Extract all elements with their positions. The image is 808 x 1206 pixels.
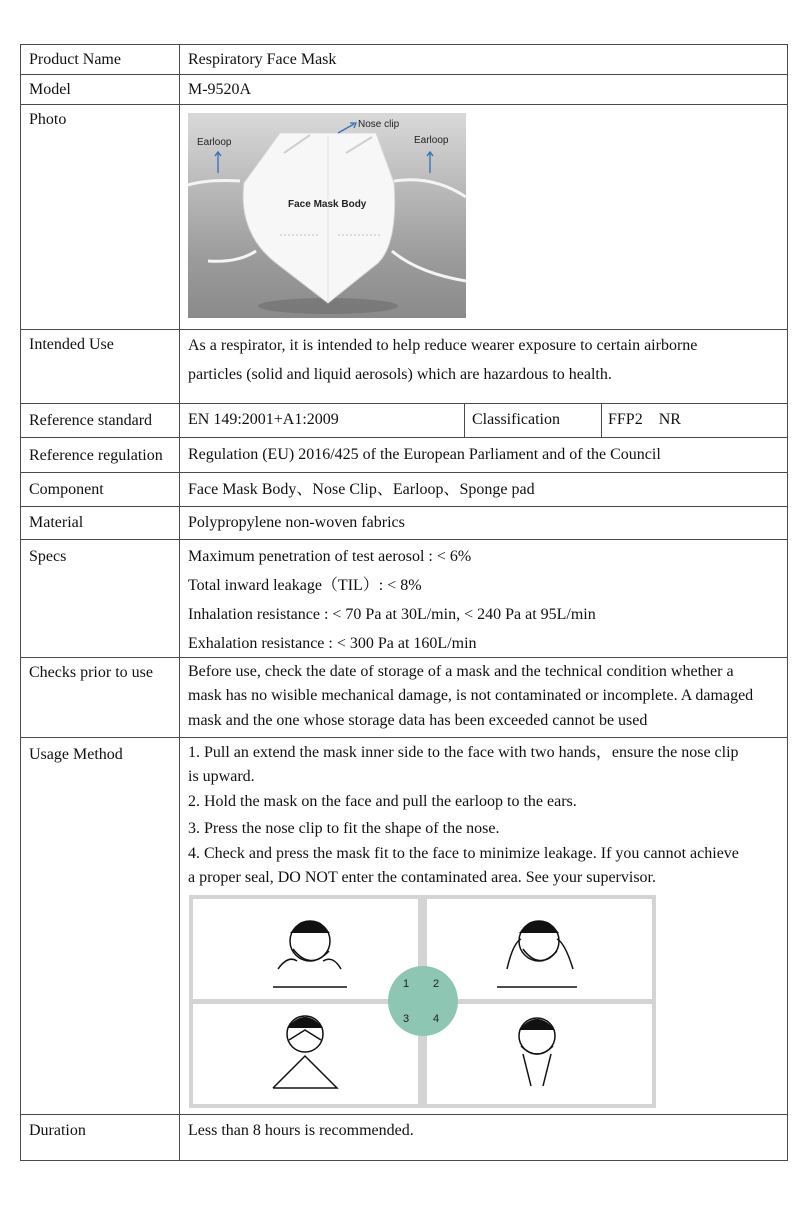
spec-line: Maximum penetration of test aerosol : < 6% <box>188 548 472 565</box>
callout-earloop-left: Earloop <box>197 137 232 148</box>
callout-nose-clip: Nose clip <box>358 119 400 130</box>
row-divider <box>20 737 788 738</box>
callout-face-mask-body: Face Mask Body <box>288 199 367 210</box>
person-pressing-nose-clip-icon <box>193 1004 418 1104</box>
reference-standard-value: EN 149:2001+A1:2009 <box>188 411 339 428</box>
classification-divider <box>464 403 465 438</box>
checks-line: Before use, check the date of storage of a mask and the technical condition whether a <box>188 663 734 680</box>
row-divider <box>20 539 788 540</box>
row-divider <box>20 657 788 658</box>
spec-line: Inhalation resistance : < 70 Pa at 30L/min, < 240 Pa at 95L/min <box>188 606 596 623</box>
usage-line: 3. Press the nose clip to fit the shape of the nose. <box>188 820 500 837</box>
reference-regulation-value: Regulation (EU) 2016/425 of the European Parliament and of the Council <box>188 446 661 463</box>
label-specs: Specs <box>29 548 67 565</box>
table-border-left <box>20 44 21 1161</box>
step-4-cell <box>427 1004 652 1104</box>
person-pulling-earloop-icon <box>427 899 652 999</box>
usage-line: a proper seal, DO NOT enter the contaminated area. See your supervisor. <box>188 869 656 886</box>
spec-line: Exhalation resistance : < 300 Pa at 160L/min <box>188 635 477 652</box>
checks-line: mask has no wisible mechanical damage, is not contaminated or incomplete. A damaged <box>188 687 754 704</box>
spec-line: Total inward leakage（TIL）: < 8% <box>188 577 422 594</box>
row-divider <box>20 437 788 438</box>
intended-use-line: As a respirator, it is intended to help reduce wearer exposure to certain airborne <box>188 337 698 354</box>
classification-value: FFP2 NR <box>608 411 681 428</box>
person-checking-fit-icon <box>427 1004 652 1104</box>
row-divider <box>20 1114 788 1115</box>
step-number: 3 <box>403 1013 410 1025</box>
usage-line: 2. Hold the mask on the face and pull the earloop to the ears. <box>188 793 577 810</box>
step-2-cell <box>427 899 652 999</box>
step-number: 4 <box>433 1013 440 1025</box>
row-divider <box>20 104 788 105</box>
usage-line: is upward. <box>188 768 255 785</box>
classification-divider <box>601 403 602 438</box>
table-border-top <box>20 44 788 45</box>
component-value: Face Mask Body、Nose Clip、Earloop、Sponge pad <box>188 481 535 498</box>
label-reference-regulation: Reference regulation <box>29 447 163 464</box>
checks-line: mask and the one whose storage data has been exceeded cannot be used <box>188 712 648 729</box>
row-divider <box>20 472 788 473</box>
label-reference-standard: Reference standard <box>29 412 153 429</box>
classification-label: Classification <box>472 411 560 428</box>
label-component: Component <box>29 481 104 498</box>
step-number: 1 <box>403 978 410 990</box>
label-intended-use: Intended Use <box>29 336 114 353</box>
column-divider <box>179 44 180 1161</box>
step-1-cell <box>193 899 418 999</box>
usage-line: 1. Pull an extend the mask inner side to the face with two hands，ensure the nose clip <box>188 744 739 761</box>
person-wearing-mask-icon <box>193 899 418 999</box>
label-product-name: Product Name <box>29 51 121 68</box>
callout-earloop-right: Earloop <box>414 135 449 146</box>
label-photo: Photo <box>29 111 67 128</box>
table-border-right <box>787 44 788 1161</box>
step-3-cell <box>193 1004 418 1104</box>
row-divider <box>20 506 788 507</box>
product-name-value: Respiratory Face Mask <box>188 51 337 68</box>
model-value: M-9520A <box>188 81 252 98</box>
label-usage-method: Usage Method <box>29 746 123 763</box>
duration-value: Less than 8 hours is recommended. <box>188 1122 414 1139</box>
label-model: Model <box>29 81 71 98</box>
label-material: Material <box>29 514 84 531</box>
row-divider <box>20 74 788 75</box>
mask-photo <box>188 113 466 318</box>
step-number-circle <box>388 966 458 1036</box>
material-value: Polypropylene non-woven fabrics <box>188 514 405 531</box>
intended-use-line: particles (solid and liquid aerosols) which are hazardous to health. <box>188 366 612 383</box>
row-divider <box>20 403 788 404</box>
row-divider <box>20 329 788 330</box>
label-duration: Duration <box>29 1122 86 1139</box>
step-number: 2 <box>433 978 440 990</box>
table-border-bottom <box>20 1160 788 1161</box>
usage-line: 4. Check and press the mask fit to the face to minimize leakage. If you cannot achieve <box>188 845 739 862</box>
label-checks: Checks prior to use <box>29 664 153 681</box>
